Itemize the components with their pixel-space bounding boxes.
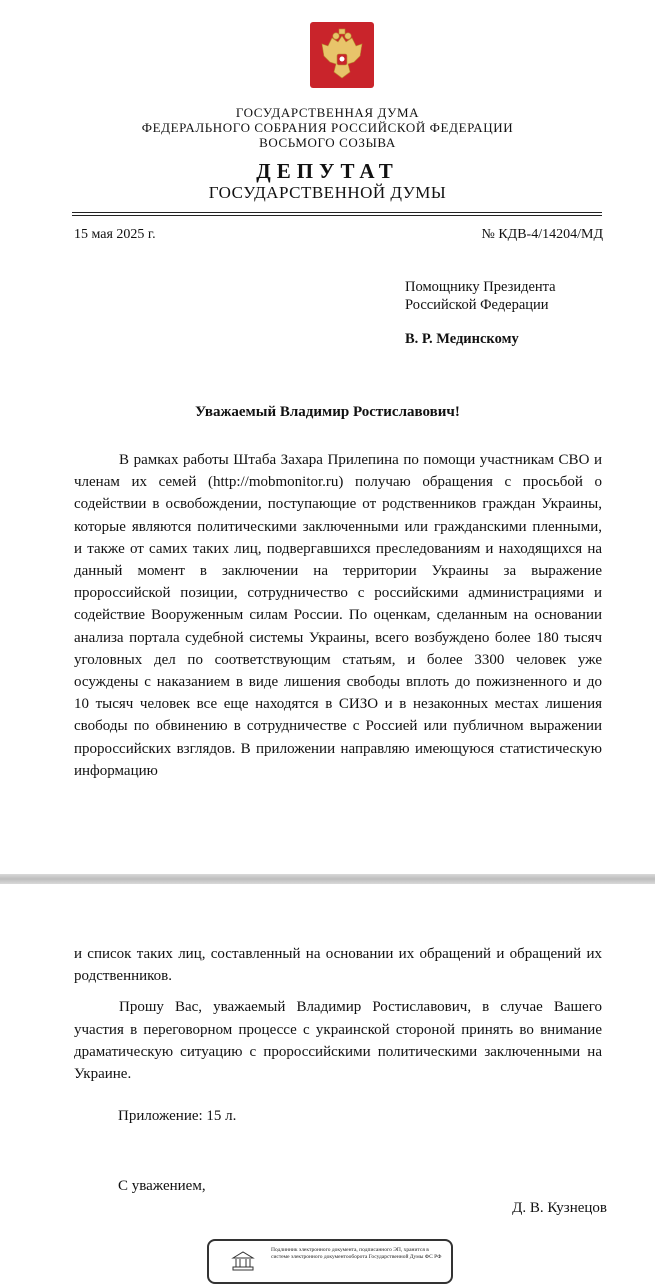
page-break <box>0 874 655 884</box>
deputy-title: ДЕПУТАТ <box>256 159 399 183</box>
body-paragraph-1 <box>74 449 602 782</box>
header-line-1: ГОСУДАРСТВЕННАЯ ДУМА <box>235 105 420 120</box>
body-continuation <box>74 943 602 1085</box>
coat-of-arms-emblem <box>310 22 374 88</box>
attachment-note: Приложение: 15 л. <box>118 1108 237 1124</box>
addressee-line-1: Помощнику Президента <box>405 279 556 295</box>
header-line-3: ВОСЬМОГО СОЗЫВА <box>259 135 396 150</box>
continuation-text: и список таких лиц, составленный на основании их обращений и обращений их родственников. <box>74 946 602 985</box>
paragraph-1-text: В рамках работы Штаба Захара Прилепина по помощи участникам СВО и членам их семей (http://mobmonitor.ru) получаю обращения с просьбой о содействии в освобождении, поступающие от родственников граждан Украины, которые являются политическими заключенными или гражданскими пленными, и также от самих таких лиц, подвергавшихся преследованиям и находящихся на данный момент в заключении на территории Украины за выражение пророссийской позиции, сотрудничество с российскими администрациями и содействие Вооруженным силам России. По оценкам, сделанным на основании анализа портала судебной системы Украины, всего возбуждено более 180 тысяч уголовных дел по соответствующим статьям, и более 3300 человек уже осуждены с наказанием в виде лишения свободы вплоть до пожизненного и до 10 тысяч человек все еще находятся в СИЗО и в незаконных местах лишения свободы по обвинению в сотрудничестве с Россией или публичном выражении пророссийских взглядов. В приложении направляю имеющуюся статистическую информацию <box>74 452 602 779</box>
addressee-name: В. Р. Мединскому <box>405 331 519 347</box>
letter-date: 15 мая 2025 г. <box>74 227 156 242</box>
letter-number: № КДВ-4/14204/МД <box>481 227 603 242</box>
header-rule-bottom <box>72 215 602 216</box>
header-line-2: ФЕДЕРАЛЬНОГО СОБРАНИЯ РОССИЙСКОЙ ФЕДЕРАЦИИ <box>141 120 514 135</box>
electronic-signature-stamp <box>207 1239 453 1284</box>
paragraph-2-text: Прошу Вас, уважаемый Владимир Ростиславович, в случае Вашего участия в переговорном процессе с украинской стороной принять во внимание драматическую ситуацию с пророссийскими политическими заключенными на Украине. <box>74 999 602 1083</box>
salutation: Уважаемый Владимир Ростиславович! <box>195 404 460 420</box>
signer-name: Д. В. Кузнецов <box>512 1200 607 1216</box>
duma-building-icon <box>231 1250 255 1272</box>
header-rule-top <box>72 212 602 213</box>
duma-title: ГОСУДАРСТВЕННОЙ ДУМЫ <box>208 183 447 202</box>
stamp-text: Подлинник электронного документа, подписанного ЭП, хранится в системе электронного документооборота Государственной Думы ФС РФ <box>271 1247 442 1260</box>
closing-phrase: С уважением, <box>118 1178 206 1194</box>
addressee-line-2: Российской Федерации <box>405 297 549 313</box>
